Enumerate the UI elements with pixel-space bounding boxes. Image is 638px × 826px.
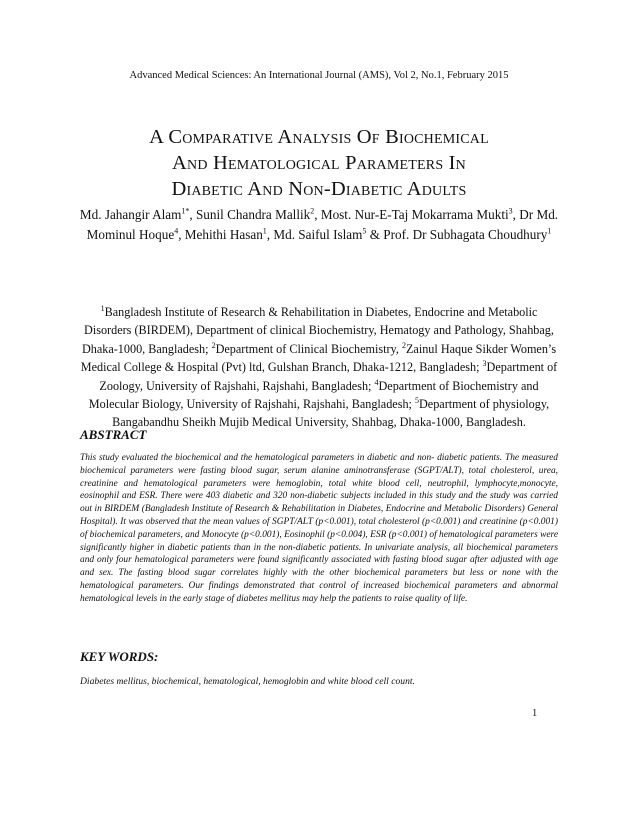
page-number: 1 [532,708,538,719]
affil-sup: 4 [374,377,379,387]
affil-text: Department of Zoology, University of Rajshahi, Rajshahi, Bangladesh; [99,360,558,393]
running-head: Advanced Medical Sciences: An International Journal (AMS), Vol 2, No.1, February 2015 [129,70,509,81]
author-name: Most. Nur-E-Taj Mokarrama Mukti [320,207,509,222]
affil-sup: 2 [211,340,216,350]
author-sep: , [178,226,185,242]
title-line-1: A Comparative Analysis Of Biochemical [149,126,489,148]
author-name: Md. Jahangir Alam [79,207,182,222]
affil-sup: 2 [401,340,406,350]
author-sup: 5 [362,226,367,236]
author-name: Dr Md. Mominul Hoque [86,207,559,242]
author-sup: 2 [310,206,315,216]
affil-sup: 1 [100,303,105,313]
author-sup: 1 [262,226,267,236]
affil-text: Department of physiology, Bangabandhu Sheikh Mujib Medical University, Shahbag, Dhaka-1000, Bangladesh. [112,397,550,430]
author-sup: 3 [508,206,513,216]
author-sup: 4 [174,226,179,236]
affiliations [80,303,558,432]
author-list [72,205,566,244]
title-line-3: Diabetic And Non-Diabetic Adults [171,178,467,200]
author-name: Prof. Dr Subhagata Choudhury [383,226,548,242]
author-name: Mehithi Hasan [184,226,263,242]
abstract-heading: ABSTRACT [80,427,147,442]
affil-sup: 5 [414,395,419,405]
abstract-body: This study evaluated the biochemical and the hematological parameters in diabetic and non- diabetic patients. The measured biochemical parameters were fasting blood sugar, serum alanine aminotransferase (SGPT/ALT), total cholesterol, urea, creatinine and hematological parameters were hemoglobin, total white blood cell, neutrophil, lymphocyte,monocyte, eosinophil and ESR. There were 403 diabetic and 320 non-diabetic subjects included in this study and the study was carried out in BIRDEM (Bangladesh Institute of Research & Rehabilitation in Diabetes, Endocrine and Metabolic Disorders) General Hospital). It was observed that the mean values of SGPT/ALT (p<0.001), total cholesterol (p<0.001) and creatinine (p<0.001) of biochemical parameters, and Monocyte (p<0.001), Eosinophil (p<0.004), ESR (p<0.001) of hematological parameters were significantly higher in diabetic patients than in the non-diabetic patients. In univariate analysis, all biochemical parameters and only four hematological parameters were found significantly associated with fasting blood sugar after adjusted with age and sex. The fasting blood sugar correlates highly with the other biochemical parameters but less or none with the hematological parameters. Our findings demonstrated that control of increased biochemical parameters and abnormal hematological levels in the early stage of diabetes mellitus may help the patients to raise quality of life. [80,453,558,604]
author-sup: 1* [181,206,190,216]
affil-text: Department of Clinical Biochemistry, [215,341,402,356]
title-line-2: And Hematological Parameters In [172,152,466,174]
author-sup: 1 [547,226,552,236]
author-sep: , [189,207,196,222]
author-sep: & [366,226,384,242]
affil-text: Zainul Haque Sikder Women’s Medical College & Hospital (Pvt) ltd, Gulshan Branch, Dhaka-1212, Bangladesh; [80,341,557,375]
author-sep: , [266,226,274,242]
author-name: Sunil Chandra Mallik [195,207,311,222]
keywords-body: Diabetes mellitus, biochemical, hematological, hemoglobin and white blood cell count. [80,676,415,687]
author-sep: , [314,207,321,222]
affil-text: Department of Biochemistry and Molecular Biology, University of Rajshahi, Rajshahi, Bangladesh; [88,378,539,412]
keywords-heading: KEY WORDS: [80,649,159,664]
affil-sup: 3 [482,359,487,369]
author-name: Md. Saiful Islam [273,226,363,242]
affil-text: Bangladesh Institute of Research & Rehabilitation in Diabetes, Endocrine and Metabolic Disorders (BIRDEM), Department of clinical Biochemistry, Hematogy and Pathology, Shahbag, Dhaka-1000, Bangladesh; [81,305,554,356]
paper-title [60,124,578,202]
author-sep: , [512,207,520,222]
